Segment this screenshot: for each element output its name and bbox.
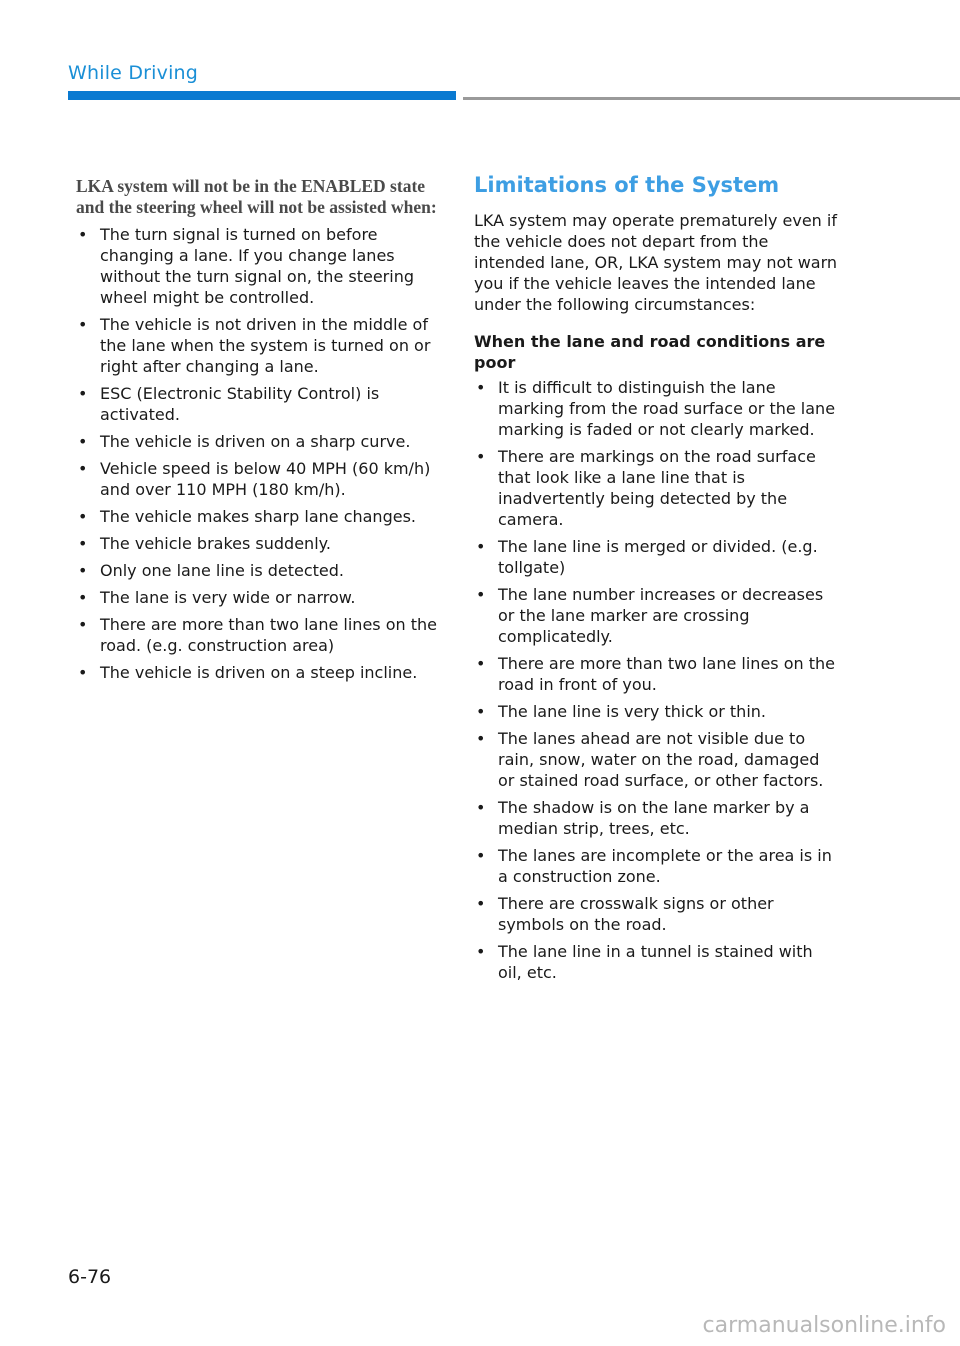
list-item-text: The lane line in a tunnel is stained with oil, etc.: [498, 942, 813, 982]
list-item-text: The vehicle is not driven in the middle of the lane when the system is turned on or right after changing a lane.: [100, 315, 431, 376]
bullet-icon: •: [78, 225, 88, 244]
list-item: [474, 845, 840, 887]
list-item-text: Vehicle speed is below 40 MPH (60 km/h) and over 110 MPH (180 km/h).: [100, 459, 431, 499]
list-item: [474, 893, 840, 935]
section-heading: Limitations of the System: [474, 173, 780, 197]
list-item: [76, 506, 438, 527]
list-item-text: The lane line is merged or divided. (e.g. tollgate): [498, 537, 818, 577]
list-item: [474, 446, 840, 530]
header-bar-gray: [463, 97, 960, 100]
left-lead: LKA system will not be in the ENABLED state and the steering wheel will not be assisted when:: [76, 176, 437, 217]
list-item-text: The lanes are incomplete or the area is in a construction zone.: [498, 846, 832, 886]
subheading: When the lane and road conditions are poor: [474, 332, 826, 372]
list-item-text: The vehicle brakes suddenly.: [100, 534, 331, 553]
bullet-icon: •: [476, 654, 486, 673]
list-item: [76, 314, 438, 377]
list-item-text: The shadow is on the lane marker by a median strip, trees, etc.: [498, 798, 810, 838]
list-item-text: The lane number increases or decreases or the lane marker are crossing complicatedly.: [498, 585, 824, 646]
list-item: [76, 560, 438, 581]
list-item-text: There are crosswalk signs or other symbols on the road.: [498, 894, 774, 934]
list-item-text: The lane line is very thick or thin.: [498, 702, 766, 721]
bullet-icon: •: [476, 702, 486, 721]
list-item: [474, 584, 840, 647]
bullet-icon: •: [78, 507, 88, 526]
list-item: [474, 941, 840, 983]
bullet-icon: •: [476, 729, 486, 748]
list-item: [474, 377, 840, 440]
bullet-icon: •: [476, 585, 486, 604]
list-item: [474, 728, 840, 791]
bullet-icon: •: [78, 561, 88, 580]
list-item-text: The turn signal is turned on before changing a lane. If you change lanes without the turn signal on, the steering wheel might be controlled.: [100, 225, 414, 307]
bullet-icon: •: [78, 663, 88, 682]
list-item: [76, 533, 438, 554]
watermark: carmanualsonline.info: [702, 1313, 946, 1338]
bullet-icon: •: [78, 534, 88, 553]
bullet-icon: •: [78, 459, 88, 478]
list-item: [474, 536, 840, 578]
bullet-icon: •: [476, 942, 486, 961]
right-bullet-list: [474, 377, 840, 983]
bullet-icon: •: [476, 846, 486, 865]
list-item-text: The lanes ahead are not visible due to rain, snow, water on the road, damaged or stained road surface, or other factors.: [498, 729, 824, 790]
bullet-icon: •: [78, 615, 88, 634]
bullet-icon: •: [78, 384, 88, 403]
left-bullet-list: [76, 224, 438, 683]
list-item-text: Only one lane line is detected.: [100, 561, 345, 580]
list-item-text: There are markings on the road surface that look like a lane line that is inadvertently being detected by the camera.: [498, 447, 816, 529]
list-item: [474, 653, 840, 695]
bullet-icon: •: [78, 315, 88, 334]
list-item: [76, 431, 438, 452]
list-item: [76, 587, 438, 608]
intro-paragraph: LKA system may operate prematurely even if the vehicle does not depart from the intended lane, OR, LKA system may not warn you if the vehicle leaves the intended lane under the following circumstances:: [474, 211, 838, 314]
list-item: [76, 458, 438, 500]
list-item-text: The vehicle makes sharp lane changes.: [100, 507, 416, 526]
page-number: 6-76: [68, 1266, 112, 1288]
bullet-icon: •: [476, 378, 486, 397]
bullet-icon: •: [78, 588, 88, 607]
right-column: [474, 170, 840, 989]
list-item: [76, 383, 438, 425]
list-item-text: There are more than two lane lines on the road. (e.g. construction area): [100, 615, 437, 655]
bullet-icon: •: [476, 537, 486, 556]
list-item-text: The vehicle is driven on a sharp curve.: [100, 432, 411, 451]
list-item-text: ESC (Electronic Stability Control) is activated.: [100, 384, 380, 424]
list-item-text: It is difficult to distinguish the lane marking from the road surface or the lane marking is faded or not clearly marked.: [498, 378, 836, 439]
section-title: While Driving: [68, 62, 199, 84]
list-item: [76, 224, 438, 308]
list-item-text: The vehicle is driven on a steep incline.: [100, 663, 418, 682]
list-item: [76, 662, 438, 683]
list-item-text: The lane is very wide or narrow.: [100, 588, 356, 607]
bullet-icon: •: [476, 798, 486, 817]
list-item-text: There are more than two lane lines on the road in front of you.: [498, 654, 835, 694]
list-item: [76, 614, 438, 656]
header-bar-blue: [68, 91, 456, 100]
bullet-icon: •: [476, 894, 486, 913]
list-item: [474, 797, 840, 839]
bullet-icon: •: [78, 432, 88, 451]
left-column: [76, 170, 438, 689]
list-item: [474, 701, 840, 722]
bullet-icon: •: [476, 447, 486, 466]
